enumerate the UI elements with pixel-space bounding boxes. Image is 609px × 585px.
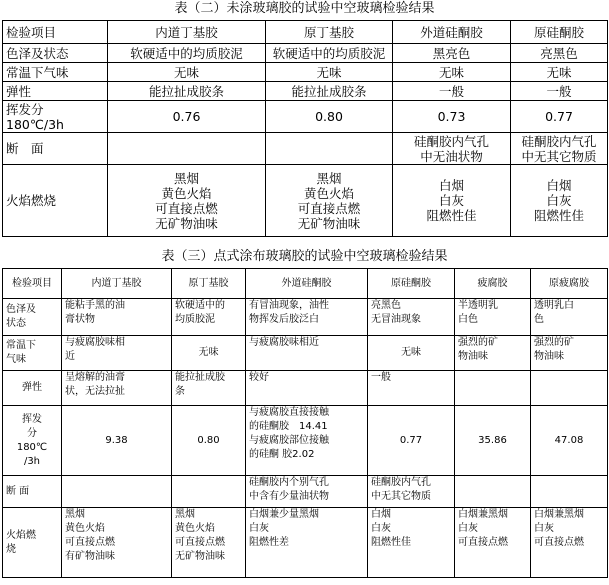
cell-text-line: 中无油状物: [420, 148, 483, 164]
table2-cell: [455, 476, 531, 508]
table1-cell: [108, 63, 266, 82]
table1-row-label: 常温下气味: [3, 63, 108, 82]
cell-text-line: 与疲腐胶直接接触: [249, 407, 329, 418]
table1-row: [3, 101, 608, 133]
cell-text-line: 状，无法拉扯: [65, 386, 125, 397]
cell-text-line: 透明乳白: [534, 300, 574, 311]
table2-header-cell: 检验项目: [3, 269, 62, 299]
table2-cell: [246, 476, 368, 508]
table2-row: [3, 336, 608, 371]
cell-text-line: 气味: [6, 354, 26, 365]
cell-text-line: 白烟: [371, 509, 391, 520]
table2-title: 表（三）点式涂布玻璃胶的试验中空玻璃检验结果: [161, 249, 448, 264]
table2-row: [3, 508, 608, 578]
table2-header-cell: 原硅酮胶: [368, 269, 455, 299]
cell-text-line: 亮黑色: [371, 300, 401, 311]
table1-cell: [266, 63, 393, 82]
cell-text-line: 47.08: [554, 434, 584, 446]
table2-row-label: [3, 336, 62, 371]
table2-cell: [246, 371, 368, 406]
cell-text-line: 35.86: [478, 434, 507, 446]
cell-text-line: 强烈的矿: [458, 337, 498, 348]
table2-cell: [172, 508, 246, 578]
table1-header-cell: 内道丁基胶: [108, 21, 266, 44]
table2-header-cell: 原疲腐胶: [531, 269, 608, 299]
table1-row-label: 挥发分 180℃/3h: [3, 101, 108, 133]
cell-text-line: 无味: [316, 64, 342, 80]
cell-text-line: 烧: [6, 543, 16, 555]
table1-cell: [266, 133, 393, 165]
table2-row-label: [3, 476, 62, 508]
cell-text-line: 白灰: [438, 193, 464, 208]
cell-text-line: 无矿物油味: [155, 215, 218, 231]
table2-cell: [62, 406, 172, 476]
cell-text-line: 阻燃性佳: [426, 208, 477, 223]
cell-text-line: 物挥发后胶泛白: [249, 314, 319, 325]
cell-text-line: 阻燃性差: [249, 537, 289, 548]
cell-text-line: 可直接点燃: [175, 537, 225, 548]
cell-text-line: 中无其它物质: [371, 491, 431, 502]
cell-text-line: 黑烟: [65, 509, 85, 520]
cell-text-line: /3h: [23, 455, 41, 467]
cell-text-line: 可直接点燃: [534, 537, 584, 548]
table2-cell: [62, 476, 172, 508]
table1-cell: [393, 44, 511, 63]
table1-cell: [393, 82, 511, 101]
cell-text-line: 火焰燃: [6, 529, 36, 541]
table2-cell: [455, 299, 531, 336]
table2: [2, 268, 608, 578]
cell-text-line: 一般: [546, 83, 572, 99]
table2-cell: [62, 508, 172, 578]
cell-text-line: 挥发: [22, 413, 42, 425]
table1-cell: [511, 82, 608, 101]
table1-row: [3, 165, 608, 237]
cell-text-line: 可直接点燃: [297, 200, 361, 216]
cell-text-line: 无味: [173, 64, 199, 80]
cell-text-line: 白烟兼少量黑烟: [249, 509, 319, 520]
table2-cell: [172, 371, 246, 406]
table1-header-row: [3, 21, 608, 44]
table1-cell: [511, 44, 608, 63]
table1-cell: [108, 133, 266, 165]
cell-text-line: 无味: [546, 64, 572, 80]
table2-cell: [246, 406, 368, 476]
cell-text-line: 无味: [198, 347, 219, 358]
table1-header-cell: 原丁基胶: [266, 21, 393, 44]
cell-text-line: 硅酮胶内气孔: [521, 133, 597, 149]
cell-text-line: 0.77: [399, 434, 423, 446]
cell-text-line: 白色: [458, 314, 478, 325]
cell-text-line: 硅酮胶内气孔: [413, 133, 489, 149]
table1-cell: [266, 165, 393, 237]
table1-cell: [511, 133, 608, 165]
table2-cell: [246, 299, 368, 336]
cell-text-line: 较好: [249, 372, 269, 383]
cell-text-line: 一般: [438, 83, 464, 99]
table2-cell: [172, 406, 246, 476]
table1-row: [3, 63, 608, 82]
table2-cell: [246, 336, 368, 371]
table2-header-cell: 原丁基胶: [172, 269, 246, 299]
cell-text-line: 近: [65, 351, 75, 362]
cell-text-line: 与疲腐胶味相近: [249, 337, 319, 348]
cell-text-line: 白灰: [371, 523, 391, 534]
cell-text-line: 黄色火焰: [175, 523, 215, 534]
cell-text-line: 0.80: [197, 434, 220, 446]
table2-cell: [531, 476, 608, 508]
table1-row-label: 弹性: [3, 82, 108, 101]
table2-cell: [62, 371, 172, 406]
table2-cell: [368, 299, 455, 336]
table2-cell: [368, 336, 455, 371]
cell-text-line: 可直接点燃: [458, 537, 508, 548]
table2-cell: [368, 476, 455, 508]
cell-text-line: 分: [27, 427, 37, 439]
cell-text-line: 阻燃性佳: [371, 537, 411, 548]
table1-row: [3, 133, 608, 165]
cell-text-line: 常温下: [6, 340, 36, 351]
table2-cell: [531, 299, 608, 336]
table1-row-label: 色泽及状态: [3, 44, 108, 63]
table2-header-cell: 疲腐胶: [455, 269, 531, 299]
cell-text-line: 断 面: [6, 485, 30, 497]
cell-text-line: 一般: [371, 372, 391, 383]
cell-text-line: 白灰: [249, 523, 269, 534]
cell-text-line: 中无其它物质: [521, 148, 597, 164]
cell-text-line: 无味: [438, 64, 464, 80]
cell-text-line: 条: [175, 386, 185, 397]
table1-header-cell: 外道硅酮胶: [393, 21, 511, 44]
cell-text-line: 白烟兼黑烟: [534, 509, 584, 520]
table2-header-cell: 外道硅酮胶: [246, 269, 368, 299]
table2-cell: [531, 336, 608, 371]
cell-text-line: 色: [534, 314, 544, 325]
table1-row-label: 断 面: [3, 133, 108, 165]
cell-text-line: 有矿物油味: [65, 551, 115, 562]
cell-text-line: 的硅酮 胶2.02: [249, 449, 315, 460]
table2-row-label: [3, 406, 62, 476]
table2-cell: [368, 371, 455, 406]
cell-text-line: 硅酮胶内个别气孔: [249, 477, 329, 488]
table1-cell: [266, 44, 393, 63]
table1-cell: [393, 63, 511, 82]
cell-text-line: 中含有少量油状物: [249, 491, 329, 502]
cell-text-line: 白灰: [458, 523, 478, 534]
table1-cell: [108, 82, 266, 101]
cell-text-line: 硅酮胶内气孔: [371, 477, 431, 488]
table2-cell: [531, 508, 608, 578]
table1-cell: [393, 165, 511, 237]
cell-text-line: 黑烟: [316, 170, 342, 186]
cell-text-line: 白灰: [546, 193, 572, 208]
table2-cell: [455, 406, 531, 476]
table2-cell: [368, 406, 455, 476]
cell-text-line: 亮黑色: [540, 45, 578, 61]
table2-row-label: [3, 371, 62, 406]
cell-text-line: 物油味: [458, 351, 488, 362]
table2-cell: [455, 371, 531, 406]
cell-text-line: 黄色火焰: [65, 523, 105, 534]
table2-cell: [531, 371, 608, 406]
cell-text-line: 无矿物油味: [297, 215, 361, 231]
cell-text-line: 有冒油现象，油性: [249, 300, 329, 311]
table2-cell: [62, 336, 172, 371]
cell-text-line: 能粘手黑的油: [65, 300, 125, 311]
table2-header-row: [3, 269, 608, 299]
table2-row: [3, 299, 608, 336]
table1-cell: [511, 63, 608, 82]
cell-text-line: 无冒油现象: [371, 314, 421, 325]
table2-cell: [62, 299, 172, 336]
cell-text-line: 能拉扯成胶条: [291, 83, 367, 99]
cell-text-line: 能拉扯成胶条: [148, 83, 224, 99]
cell-text-line: 黑亮色: [432, 45, 471, 61]
cell-text-line: 白灰: [534, 523, 554, 534]
table1-cell: [511, 165, 608, 237]
cell-text-line: 膏状物: [65, 314, 95, 325]
cell-text-line: 黑烟: [173, 170, 199, 186]
cell-text-line: 色泽及: [6, 304, 36, 315]
table2-row: [3, 476, 608, 508]
cell-text-line: 软硬适中的均质胶泥: [272, 45, 386, 61]
table1-header-cell: 原硅酮胶: [511, 21, 608, 44]
table2-row-label: [3, 508, 62, 578]
table2-header-cell: 内道丁基胶: [62, 269, 172, 299]
table2-cell: [531, 406, 608, 476]
table1-cell: [108, 165, 266, 237]
table2-cell: [455, 336, 531, 371]
cell-text-line: 状态: [6, 318, 26, 329]
cell-text-line: 黄色火焰: [303, 185, 354, 201]
cell-text-line: 弹性: [22, 382, 42, 393]
cell-text-line: 白烟: [546, 178, 572, 193]
cell-text-line: 呈熔解的油膏: [65, 372, 125, 383]
cell-text-line: 软硬适中的: [175, 300, 225, 311]
table1-title: 表（二）未涂玻璃胶的试验中空玻璃检验结果: [174, 1, 435, 16]
table1-cell: [393, 133, 511, 165]
cell-text-line: 180℃: [16, 441, 48, 453]
cell-text-line: 0.76: [172, 109, 201, 124]
table1-row: [3, 82, 608, 101]
table2-cell: [455, 508, 531, 578]
table1-cell: [266, 82, 393, 101]
cell-text-line: 的硅酮胶 14.41: [249, 421, 328, 432]
cell-text-line: 阻燃性佳: [533, 208, 584, 223]
table2-cell: [172, 336, 246, 371]
table2-cell: [172, 299, 246, 336]
table2-row: [3, 406, 608, 476]
cell-text-line: 黑烟: [175, 509, 195, 520]
cell-text-line: 白烟: [438, 178, 464, 193]
cell-text-line: 无矿物油味: [175, 551, 225, 562]
cell-text-line: 能拉扯成胶: [175, 372, 225, 383]
cell-text-line: 白烟兼黑烟: [458, 509, 508, 520]
table2-cell: [172, 476, 246, 508]
cell-text-line: 可直接点燃: [65, 537, 115, 548]
cell-text-line: 0.77: [545, 109, 573, 124]
table1: [2, 20, 608, 237]
cell-text-line: 半透明乳: [458, 300, 498, 311]
cell-text-line: 物油味: [534, 351, 564, 362]
cell-text-line: 与疲腐胶味相: [65, 337, 125, 348]
cell-text-line: 0.73: [437, 109, 466, 124]
table1-cell: [266, 101, 393, 133]
cell-text-line: 9.38: [105, 434, 128, 446]
table1-header-cell: 检验项目: [3, 21, 108, 44]
table2-row-label: [3, 299, 62, 336]
table1-cell: [108, 101, 266, 133]
cell-text-line: 均质胶泥: [175, 314, 215, 325]
table1-row: [3, 44, 608, 63]
table2-cell: [368, 508, 455, 578]
table2-row: [3, 371, 608, 406]
table1-row-label: 火焰燃烧: [3, 165, 108, 237]
table1-cell: [108, 44, 266, 63]
table2-cell: [246, 508, 368, 578]
table1-cell: [511, 101, 608, 133]
cell-text-line: 无味: [401, 347, 421, 358]
cell-text-line: 软硬适中的均质胶泥: [130, 45, 243, 61]
table1-cell: [393, 101, 511, 133]
cell-text-line: 强烈的矿: [534, 337, 574, 348]
cell-text-line: 0.80: [315, 109, 343, 124]
cell-text-line: 黄色火焰: [161, 185, 212, 201]
cell-text-line: 与疲腐胶部位接触: [249, 435, 329, 446]
cell-text-line: 可直接点燃: [155, 200, 218, 216]
